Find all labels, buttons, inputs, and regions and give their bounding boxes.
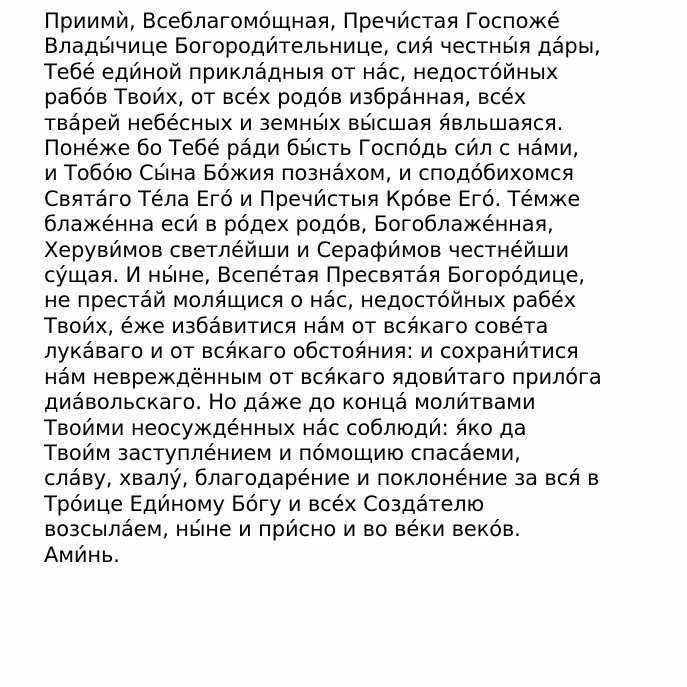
prayer-line: Поне́же бо Тебе́ ра́ди бы́сть Госпо́дь си́л с на́ми, [44,136,579,161]
prayer-line: Тро́ице Еди́ному Бо́гу и все́х Созда́телю [44,491,485,516]
prayer-line: Твои́ми неосужде́нных на́с соблюди́: я́ко да [44,415,527,440]
prayer-line: Твои́х, е́же изба́витися на́м от вся́каго сове́та [44,313,549,338]
prayer-line: Приимѝ, Всеблагомо́щная, Пречи́стая Госпоже́ [44,9,560,33]
prayer-line: Херуви́мов светле́йши и Серафи́мов честне́йши [44,237,570,262]
prayer-line: рабо́в Твои́х, от все́х родо́в избра́нная, все́х [44,85,527,110]
prayer-line: Ами́нь. [44,542,120,567]
prayer-line: Свята́го Те́ла Его́ и Пречи́стыя Кро́ве Его́. Те́мже [44,186,581,211]
prayer-text [44,9,679,568]
prayer-line: лука́ваго и от вся́каго обстоя́ния: и сохрани́тися [44,339,579,364]
prayer-line: Тебе́ еди́ной прикла́дныя от на́с, недосто́йных [44,59,559,84]
prayer-line: и Тобо́ю Сы́на Бо́жия позна́хом, и сподо́бихомся [44,161,574,186]
prayer-line: диа́вольскаго. Но да́же до конца́ моли́твами [44,390,536,415]
prayer-line: Влады́чице Богороди́тельнице, сия́ честны́я да́ры, [44,34,601,59]
prayer-line: сла́ву, хвалу́, благодаре́ние и поклоне́ние за вся́ в [44,466,600,491]
prayer-line: тва́рей небе́сных и земны́х вы́сшая я́вльшаяся. [44,110,564,135]
prayer-line: возсыла́ем, ны́не и при́сно и во ве́ки веко́в. [44,517,521,542]
prayer-line: блаже́нна еси́ в ро́дех родо́в, Богоблаже́нная, [44,212,554,237]
prayer-line: су́щая. И ны́не, Всепе́тая Пресвята́я Богоро́дице, [44,263,585,288]
prayer-line: на́м невреждённым от вся́каго ядови́таго прило́га [44,364,602,389]
prayer-line: Твои́м заступле́нием и по́мощию спаса́еми, [44,440,521,465]
prayer-line: не преста́й моля́щися о на́с, недосто́йных рабе́х [44,288,576,313]
